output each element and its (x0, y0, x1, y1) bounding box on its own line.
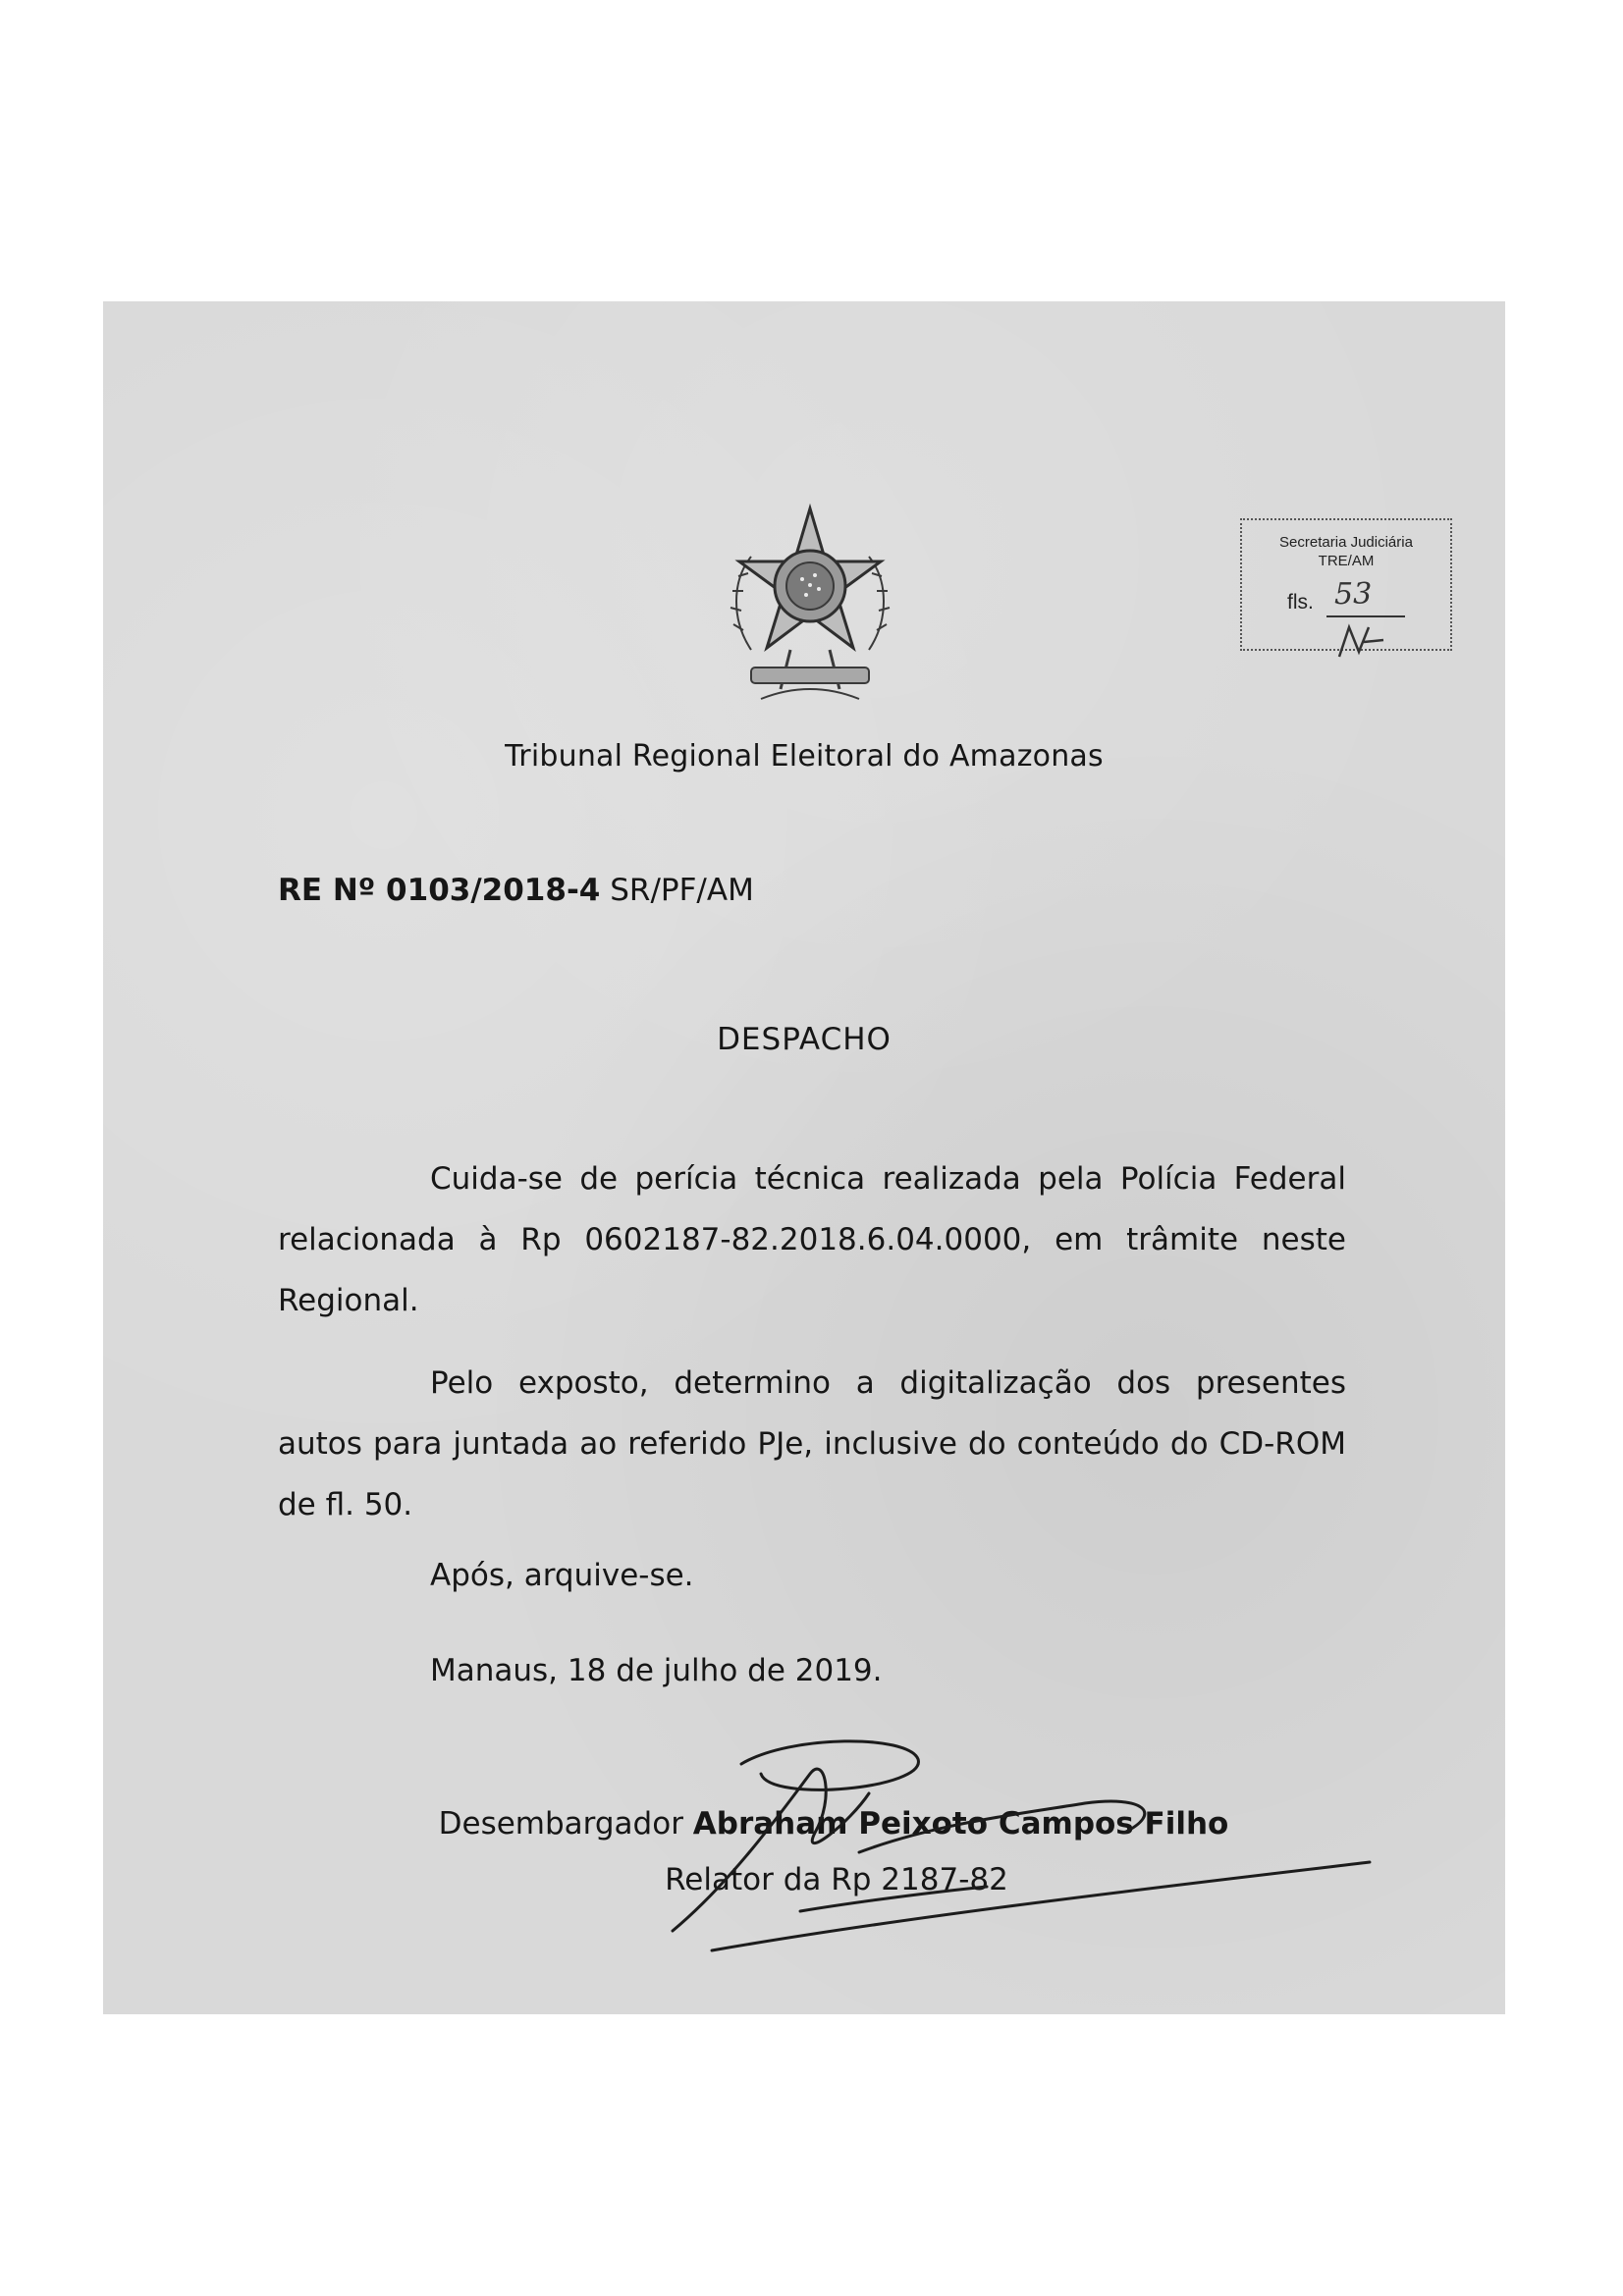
stamp-court: TRE/AM (1318, 553, 1375, 569)
page-stamp (1240, 518, 1452, 651)
signatory-name: Abraham Peixoto Campos Filho (692, 1806, 1229, 1842)
signatory-role: Relator da Rp 2187-82 (665, 1862, 1008, 1897)
place-date: Manaus, 18 de julho de 2019. (430, 1653, 883, 1688)
stamp-department: Secretaria Judiciária (1279, 534, 1413, 551)
stamp-underline (1326, 615, 1405, 617)
reference-number (278, 873, 754, 908)
institution-name: Tribunal Regional Eleitoral do Amazonas (505, 739, 1104, 774)
scanned-page (103, 301, 1505, 2014)
stamp-fls-label: fls. (1287, 591, 1314, 614)
stamp-page-number: 53 (1334, 577, 1373, 612)
signatory-line (103, 1806, 1505, 1842)
signatory-title: Desembargador (438, 1806, 693, 1842)
reference-suffix: SR/PF/AM (600, 873, 754, 908)
reference-prefix: RE Nº 0103/2018-4 (278, 873, 601, 908)
paragraph-1: Cuida-se de perícia técnica realizada pela Polícia Federal relacionada à Rp 0602187-82.2018.6.04.0000, em trâmite neste Regional. (278, 1161, 1346, 1318)
document-heading: DESPACHO (717, 1022, 892, 1057)
stamp-initials-icon (1334, 622, 1393, 662)
closing-line: Após, arquive-se. (430, 1558, 694, 1593)
paragraph-2: Pelo exposto, determino a digitalização dos presentes autos para juntada ao referido PJe, inclusive do conteúdo do CD-ROM de fl. 50. (278, 1365, 1346, 1522)
coat-of-arms-icon (722, 503, 898, 714)
